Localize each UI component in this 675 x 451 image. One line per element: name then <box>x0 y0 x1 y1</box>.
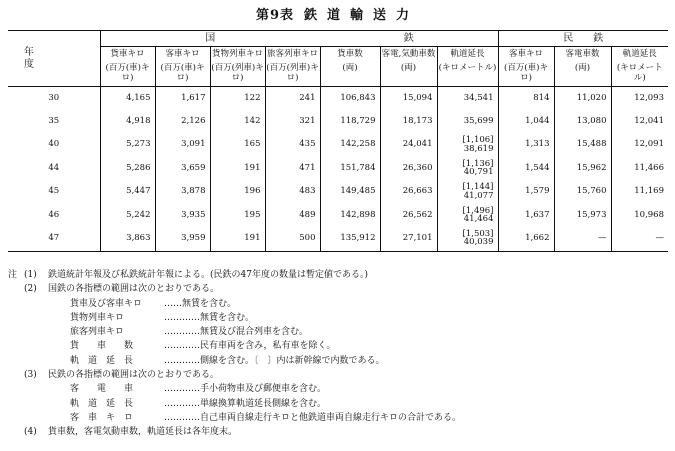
data-cell: 4,165 <box>100 87 155 111</box>
data-cell: 500 <box>265 228 320 252</box>
data-cell: 3,878 <box>155 181 210 205</box>
data-cell: 5,447 <box>100 181 155 205</box>
note-number: (2) <box>24 284 37 295</box>
railway-transport-table <box>8 30 668 252</box>
total-length: 40,039 <box>463 237 494 248</box>
data-cell: 15,962 <box>554 157 611 181</box>
note-item <box>8 268 668 282</box>
data-cell: 11,020 <box>554 87 611 111</box>
data-cell: 15,973 <box>554 204 611 228</box>
note-subitem: 軌 道 延 長 …………単線換算軌道延長側線を含む。 <box>70 398 327 409</box>
data-cell: 34,541 <box>437 87 498 111</box>
data-cell: 191 <box>210 228 265 252</box>
column-header: 客電,気動車数 (両) <box>380 47 437 87</box>
note-number: (3) <box>24 370 37 381</box>
data-cell: 142,898 <box>320 204 380 228</box>
data-cell: 3,935 <box>155 204 210 228</box>
data-cell: 165 <box>210 134 265 158</box>
table-title-text: 鉄道輸送力 <box>304 8 420 23</box>
note-subitem: 貨 車 数 …………民有車両を含み，私有車を除く。 <box>70 341 336 352</box>
year-cell: 40 <box>8 134 100 158</box>
group-jnr: 国 <box>100 31 320 47</box>
data-cell: 5,242 <box>100 204 155 228</box>
note-subitem: 軌 道 延 長 …………側線を含む。〔 〕内は新幹線で内数である。 <box>70 355 385 366</box>
shinkansen-length: [1,136] <box>462 158 494 169</box>
data-cell: 1,617 <box>155 87 210 111</box>
data-cell: 12,093 <box>634 92 664 103</box>
total-length: 38,619 <box>463 143 494 154</box>
table-number: 第9表 <box>255 8 295 23</box>
table-row <box>8 204 668 228</box>
year-cell: 45 <box>8 181 100 205</box>
data-cell: 3,959 <box>155 228 210 252</box>
year-cell: 44 <box>8 157 100 181</box>
data-cell: 18,173 <box>380 110 437 134</box>
note-subitem: 客 電 車 …………手小荷物車及び郵便車を含む。 <box>70 384 327 395</box>
note-subitem: 貨車及び客車キロ ……無賃を含む。 <box>70 298 237 309</box>
data-cell: 321 <box>265 110 320 134</box>
data-cell: 1,544 <box>498 157 554 181</box>
data-cell: 1,637 <box>498 204 554 228</box>
track-length-cell <box>437 134 498 158</box>
table-row <box>8 228 668 252</box>
column-header: 軌道延長 (キロメートル) <box>611 47 668 87</box>
data-cell: 24,041 <box>380 134 437 158</box>
data-cell: — <box>554 228 611 252</box>
column-header: 客車キロ (百万(車)キロ) <box>155 47 210 87</box>
data-cell: 1,662 <box>498 228 554 252</box>
track-length-cell <box>437 157 498 181</box>
data-cell: 11,169 <box>634 186 664 197</box>
data-cell: 35,699 <box>437 110 498 134</box>
year-header: 年度 <box>8 31 100 87</box>
data-cell: 26,360 <box>380 157 437 181</box>
note-text: 国鉄の各指標の範囲は次のとおりである。 <box>48 284 220 295</box>
total-length: 41,077 <box>463 190 494 201</box>
data-cell: 15,094 <box>380 87 437 111</box>
year-cell: 47 <box>8 228 100 252</box>
data-cell: 1,579 <box>498 181 554 205</box>
table-row <box>8 181 668 205</box>
column-header: 軌道延長 (キロメートル) <box>437 47 498 87</box>
data-cell: 3,091 <box>155 134 210 158</box>
data-cell: 151,784 <box>320 157 380 181</box>
note-number: (1) <box>24 270 37 280</box>
data-cell: 26,663 <box>380 181 437 205</box>
note-text: 鉄道統計年報及び私鉄統計年報による。(民鉄の47年度の数量は暫定値である。) <box>48 270 368 280</box>
data-cell: 142,258 <box>320 134 380 158</box>
note-item <box>8 425 668 439</box>
data-cell: 10,968 <box>634 209 664 220</box>
data-cell: — <box>611 228 668 252</box>
data-cell: 4,918 <box>100 110 155 134</box>
data-cell: 135,912 <box>320 228 380 252</box>
note-subitem: 客 車 キ ロ …………自己車両自線走行キロと他鉄道車両自線走行キロの合計である。 <box>70 412 462 423</box>
column-header: 客電車数 (両) <box>554 47 611 87</box>
data-cell: 12,091 <box>634 139 664 150</box>
data-cell: 26,562 <box>380 204 437 228</box>
group-rail: 鉄 <box>320 31 498 47</box>
note-subitem: 貨物列車キロ …………無賃を含む。 <box>70 312 255 323</box>
year-cell: 30 <box>8 87 100 111</box>
data-cell: 27,101 <box>380 228 437 252</box>
data-cell: 1,044 <box>498 110 554 134</box>
data-cell: 3,659 <box>155 157 210 181</box>
data-cell: 122 <box>210 87 265 111</box>
table-title <box>0 4 675 23</box>
track-length-cell <box>437 181 498 205</box>
table-row <box>8 110 668 134</box>
data-cell: 142 <box>210 110 265 134</box>
group-private: 民 鉄 <box>498 31 668 47</box>
notes-label: 注 <box>8 270 18 280</box>
shinkansen-length: [1,144] <box>462 182 494 193</box>
column-header: 貨車数 (両) <box>320 47 380 87</box>
data-cell: 13,080 <box>554 110 611 134</box>
data-cell: 118,729 <box>320 110 380 134</box>
data-cell: 106,843 <box>320 87 380 111</box>
note-text: 貨車数，客電気動車数，軌道延長は各年度末。 <box>48 427 238 438</box>
data-cell: 1,313 <box>498 134 554 158</box>
data-cell: 149,485 <box>320 181 380 205</box>
data-cell: 483 <box>265 181 320 205</box>
data-cell: 2,126 <box>155 110 210 134</box>
data-cell: 195 <box>210 204 265 228</box>
data-cell: 241 <box>265 87 320 111</box>
shinkansen-length: [1,503] <box>462 228 494 239</box>
column-header: 旅客列車キロ (百万(列車)キロ) <box>265 47 320 87</box>
year-cell: 35 <box>8 110 100 134</box>
track-length-cell <box>437 204 498 228</box>
column-header-row <box>8 47 668 87</box>
data-cell: 3,863 <box>100 228 155 252</box>
data-cell: 12,041 <box>634 115 664 126</box>
data-cell: 11,466 <box>634 162 664 173</box>
data-cell: 5,273 <box>100 134 155 158</box>
shinkansen-length: [1,106] <box>462 135 494 146</box>
notes <box>8 268 668 440</box>
note-item <box>8 368 668 382</box>
note-number: (4) <box>24 427 37 438</box>
table-row <box>8 134 668 158</box>
shinkansen-length: [1,496] <box>462 205 494 216</box>
data-cell: 191 <box>210 157 265 181</box>
note-item <box>8 282 668 296</box>
data-cell: 489 <box>265 204 320 228</box>
column-header: 貨車キロ (百万(車)キロ) <box>100 47 155 87</box>
table-row <box>8 87 668 111</box>
year-cell: 46 <box>8 204 100 228</box>
data-cell: 814 <box>498 87 554 111</box>
data-cell: 5,286 <box>100 157 155 181</box>
note-text: 民鉄の各指標の範囲は次のとおりである。 <box>48 370 220 381</box>
track-length-cell <box>437 228 498 252</box>
column-header: 貨物列車キロ (百万(列車)キロ) <box>210 47 265 87</box>
total-length: 40,791 <box>463 167 494 178</box>
data-cell: 471 <box>265 157 320 181</box>
data-cell: 435 <box>265 134 320 158</box>
data-cell: 15,488 <box>554 134 611 158</box>
data-cell: 15,760 <box>554 181 611 205</box>
total-length: 41,464 <box>463 214 494 225</box>
table-row <box>8 157 668 181</box>
data-cell: 196 <box>210 181 265 205</box>
column-header: 客車キロ (百万(車)キロ) <box>498 47 554 87</box>
note-subitem: 旅客列車キロ …………無賃及び混合列車を含む。 <box>70 327 309 338</box>
